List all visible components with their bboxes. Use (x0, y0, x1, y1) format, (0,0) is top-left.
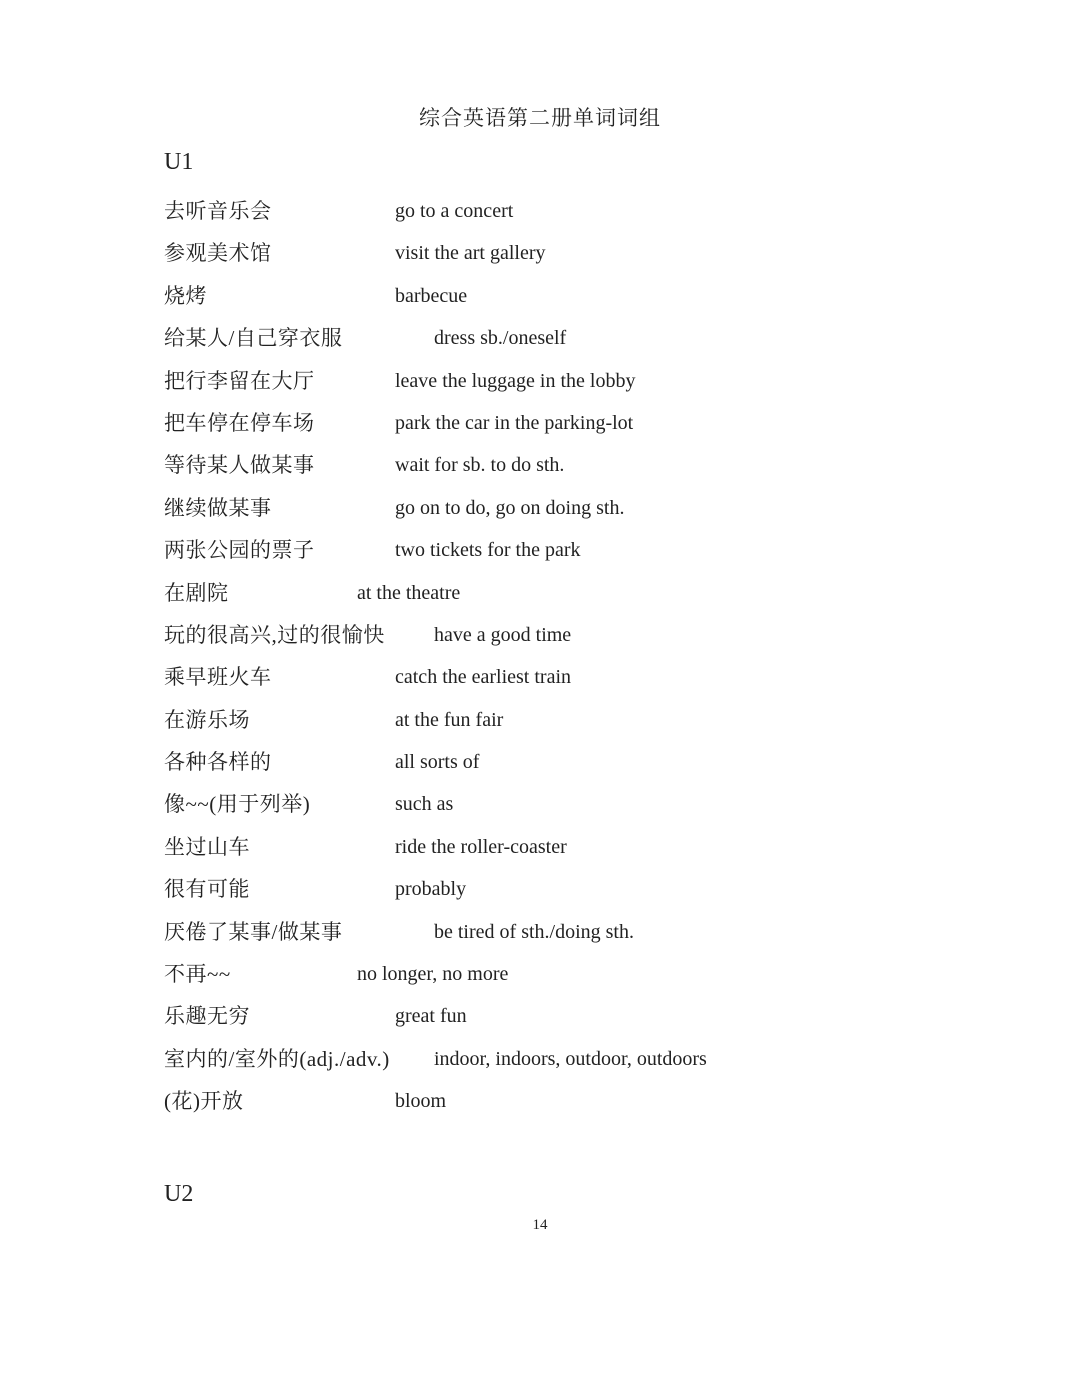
chinese-term: 乘早班火车 (164, 665, 272, 690)
chinese-term: 烧烤 (164, 283, 207, 308)
vocab-entry (164, 577, 924, 619)
chinese-term: 厌倦了某事/做某事 (164, 919, 343, 944)
vocab-entry (164, 449, 924, 491)
document-title: 综合英语第二册单词词组 (419, 106, 661, 130)
unit-heading-u2: U2 (164, 1181, 194, 1207)
vocab-entry (164, 1000, 924, 1042)
english-term: dress sb./oneself (434, 327, 567, 350)
vocab-entry (164, 788, 924, 830)
english-term: park the car in the parking-lot (395, 411, 634, 434)
vocab-entry (164, 958, 924, 1000)
english-term: great fun (395, 1005, 467, 1028)
vocab-entry (164, 619, 924, 661)
english-term: no longer, no more (357, 963, 509, 986)
english-term: wait for sb. to do sth. (395, 454, 565, 477)
chinese-term: 等待某人做某事 (164, 453, 315, 478)
chinese-term: 像~~(用于列举) (164, 792, 311, 817)
vocab-entry (164, 873, 924, 915)
vocab-entry (164, 661, 924, 703)
english-term: barbecue (395, 284, 468, 307)
chinese-term: 各种各样的 (164, 750, 272, 775)
english-term: two tickets for the park (395, 539, 581, 562)
chinese-term: 继续做某事 (164, 495, 272, 520)
vocab-entry (164, 322, 924, 364)
english-term: at the fun fair (395, 708, 504, 731)
vocab-entry (164, 704, 924, 746)
vocab-entry (164, 1043, 924, 1085)
vocab-entry (164, 280, 924, 322)
vocab-entry (164, 237, 924, 279)
chinese-term: 去听音乐会 (164, 199, 272, 223)
page-number: 14 (532, 1217, 548, 1233)
vocab-entry (164, 916, 924, 958)
vocab-entry (164, 534, 924, 576)
english-term: all sorts of (395, 751, 480, 774)
vocab-entry (164, 492, 924, 534)
vocab-entry (164, 831, 924, 873)
english-term: probably (395, 878, 467, 901)
chinese-term: 乐趣无穷 (164, 1004, 250, 1029)
chinese-term: 很有可能 (164, 877, 250, 902)
chinese-term: 把车停在停车场 (164, 410, 315, 435)
unit-heading-u1: U1 (164, 149, 194, 175)
vocab-entry (164, 365, 924, 407)
english-term: such as (395, 793, 454, 816)
english-term: ride the roller-coaster (395, 835, 567, 858)
english-term: have a good time (434, 623, 572, 646)
vocab-entry (164, 195, 924, 237)
vocab-entry (164, 407, 924, 449)
chinese-term: 把行李留在大厅 (164, 368, 315, 393)
chinese-term: 在游乐场 (164, 707, 250, 732)
english-term: go to a concert (395, 200, 514, 222)
chinese-term: 玩的很高兴,过的很愉快 (164, 622, 385, 647)
english-term: at the theatre (357, 581, 461, 604)
chinese-term: 室内的/室外的(adj./adv.) (164, 1046, 390, 1071)
english-term: visit the art gallery (395, 242, 546, 265)
chinese-term: (花)开放 (164, 1089, 244, 1114)
vocabulary-list (164, 195, 924, 1128)
vocab-entry (164, 746, 924, 788)
chinese-term: 不再~~ (164, 962, 231, 987)
chinese-term: 给某人/自己穿衣服 (164, 326, 343, 351)
english-term: go on to do, go on doing sth. (395, 496, 625, 519)
english-term: leave the luggage in the lobby (395, 369, 636, 392)
english-term: bloom (395, 1090, 447, 1113)
vocab-entry (164, 1085, 924, 1127)
chinese-term: 参观美术馆 (164, 241, 272, 266)
english-term: catch the earliest train (395, 666, 572, 689)
english-term: indoor, indoors, outdoor, outdoors (434, 1047, 707, 1070)
english-term: be tired of sth./doing sth. (434, 920, 634, 943)
chinese-term: 在剧院 (164, 580, 229, 605)
chinese-term: 坐过山车 (164, 834, 250, 859)
chinese-term: 两张公园的票子 (164, 538, 315, 563)
